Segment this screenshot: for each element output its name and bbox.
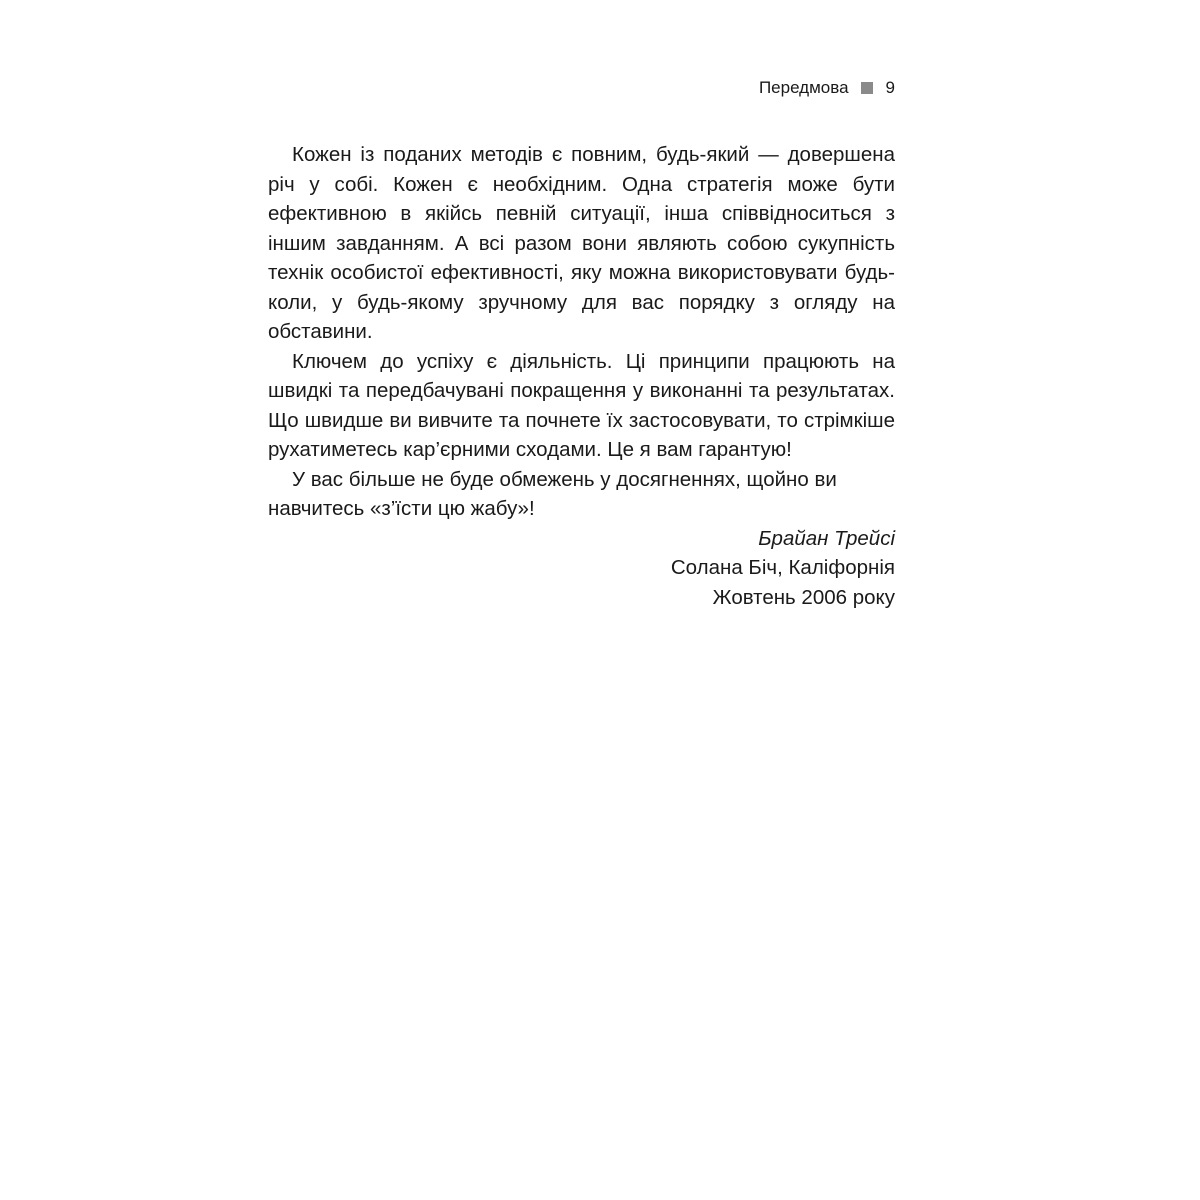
paragraph: Кожен із поданих методів є повним, будь-який — довершена річ у собі. Кожен є необхідним. Одна стратегія може бути ефективною в якійсь певній ситуації, інша співвідноситься з іншим завданням. А всі разом вони являють собою сукупність технік особистої ефективності, яку можна використовувати будь-коли, у будь-якому зручному для вас порядку з огляду на обставини. <box>268 143 895 343</box>
square-marker-icon <box>861 82 873 94</box>
main-text <box>268 140 895 612</box>
section-title: Передмова <box>758 78 849 97</box>
author-name: Брайан Трейсі <box>758 526 895 550</box>
signature-block <box>268 524 895 613</box>
paragraph: Ключем до успіху є діяльність. Ці принципи працюють на швидкі та передбачувані покращення у виконанні та результатах. Що швидше ви вивчите та почнете їх застосовувати, то стрімкіше рухатиметесь кар’єрними сходами. Це я вам гарантую! <box>268 349 895 461</box>
page-number: 9 <box>885 78 895 97</box>
location: Солана Біч, Каліфорнія <box>670 556 895 579</box>
date: Жовтень 2006 року <box>712 585 895 609</box>
running-header <box>600 76 895 100</box>
paragraph: У вас більше не буде обмежень у досягненнях, щойно ви навчитесь «з’їсти цю жабу»! <box>268 467 837 520</box>
